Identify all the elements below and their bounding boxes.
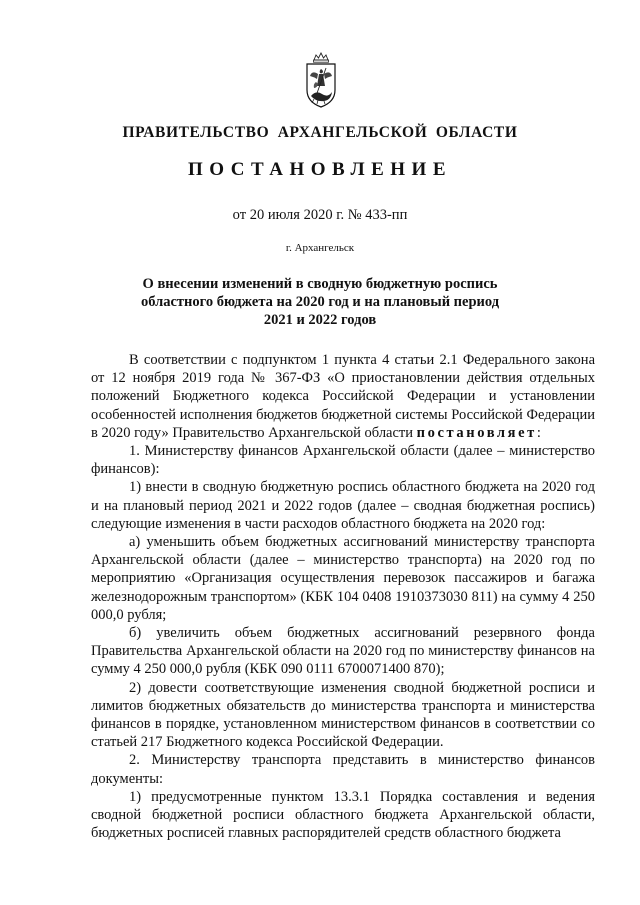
paragraph-item-2: 2. Министерству транспорта представить в министерство финансов документы:: [91, 752, 595, 787]
coat-of-arms-emblem: [304, 52, 338, 110]
title-line: О внесении изменений в сводную бюджетную роспись: [142, 276, 498, 292]
resolution-keyword: постановляет: [416, 424, 537, 441]
preamble-end: :: [536, 424, 541, 441]
organization-name: ПРАВИТЕЛЬСТВО АРХАНГЕЛЬСКОЙ ОБЛАСТИ: [122, 124, 518, 141]
document-type: ПОСТАНОВЛЕНИЕ: [187, 159, 453, 180]
title-line: областного бюджета на 2020 год и на плановый период: [140, 294, 500, 310]
title-line: 2021 и 2022 годов: [263, 312, 377, 328]
paragraph-subitem-1-2: 2) довести соответствующие изменения сводной бюджетной росписи и лимитов бюджетных обязательств до министерства транспорта и министерства финансов в порядке, установленном министерством финансов в соответствии со статьей 217 Бюджетного кодекса Российской Федерации.: [91, 679, 595, 751]
document-body: [91, 351, 595, 842]
document-city: г. Архангельск: [285, 242, 355, 254]
paragraph-item-1: 1. Министерству финансов Архангельской области (далее – министерство финансов):: [91, 443, 595, 478]
paragraph-preamble: [91, 351, 595, 442]
document-date-number: от 20 июля 2020 г. № 433-пп: [232, 207, 408, 223]
document-title: [100, 275, 540, 329]
paragraph-subitem-b: б) увеличить объем бюджетных ассигнований резервного фонда Правительства Архангельской области на 2020 год по министерству финансов на сумму 4 250 000,0 рубля (КБК 090 0111 6700071400 870);: [91, 625, 595, 678]
preamble-text: В соответствии с подпунктом 1 пункта 4 статьи 2.1 Федерального закона от 12 ноября 2019 года № 367-ФЗ «О приостановлении действия отдельных положений Бюджетного кодекса Российской Федерации и установлении особенностей исполнения бюджетов бюджетной системы Российской Федерации в 2020 году» Правительство Архангельской области: [91, 352, 595, 441]
paragraph-subitem-a: а) уменьшить объем бюджетных ассигнований министерству транспорта Архангельской области (далее – министерство транспорта) на 2020 год по мероприятию «Организация осуществления перевозок пассажиров и багажа железнодорожным транспортом» (КБК 104 0408 1910373030 811) на сумму 4 250 000,0 рубля;: [91, 534, 595, 623]
paragraph-subitem-1-1: 1) внести в сводную бюджетную роспись областного бюджета на 2020 год и на плановый период 2021 и 2022 годов (далее – сводная бюджетная роспись) следующие изменения в части расходов областного бюджета на 2020 год:: [91, 479, 595, 532]
paragraph-subitem-2-1: 1) предусмотренные пунктом 13.3.1 Порядка составления и ведения сводной бюджетной росписи областного бюджета Архангельской области, бюджетных росписей главных распорядителей средств областного бюджета: [91, 788, 595, 842]
